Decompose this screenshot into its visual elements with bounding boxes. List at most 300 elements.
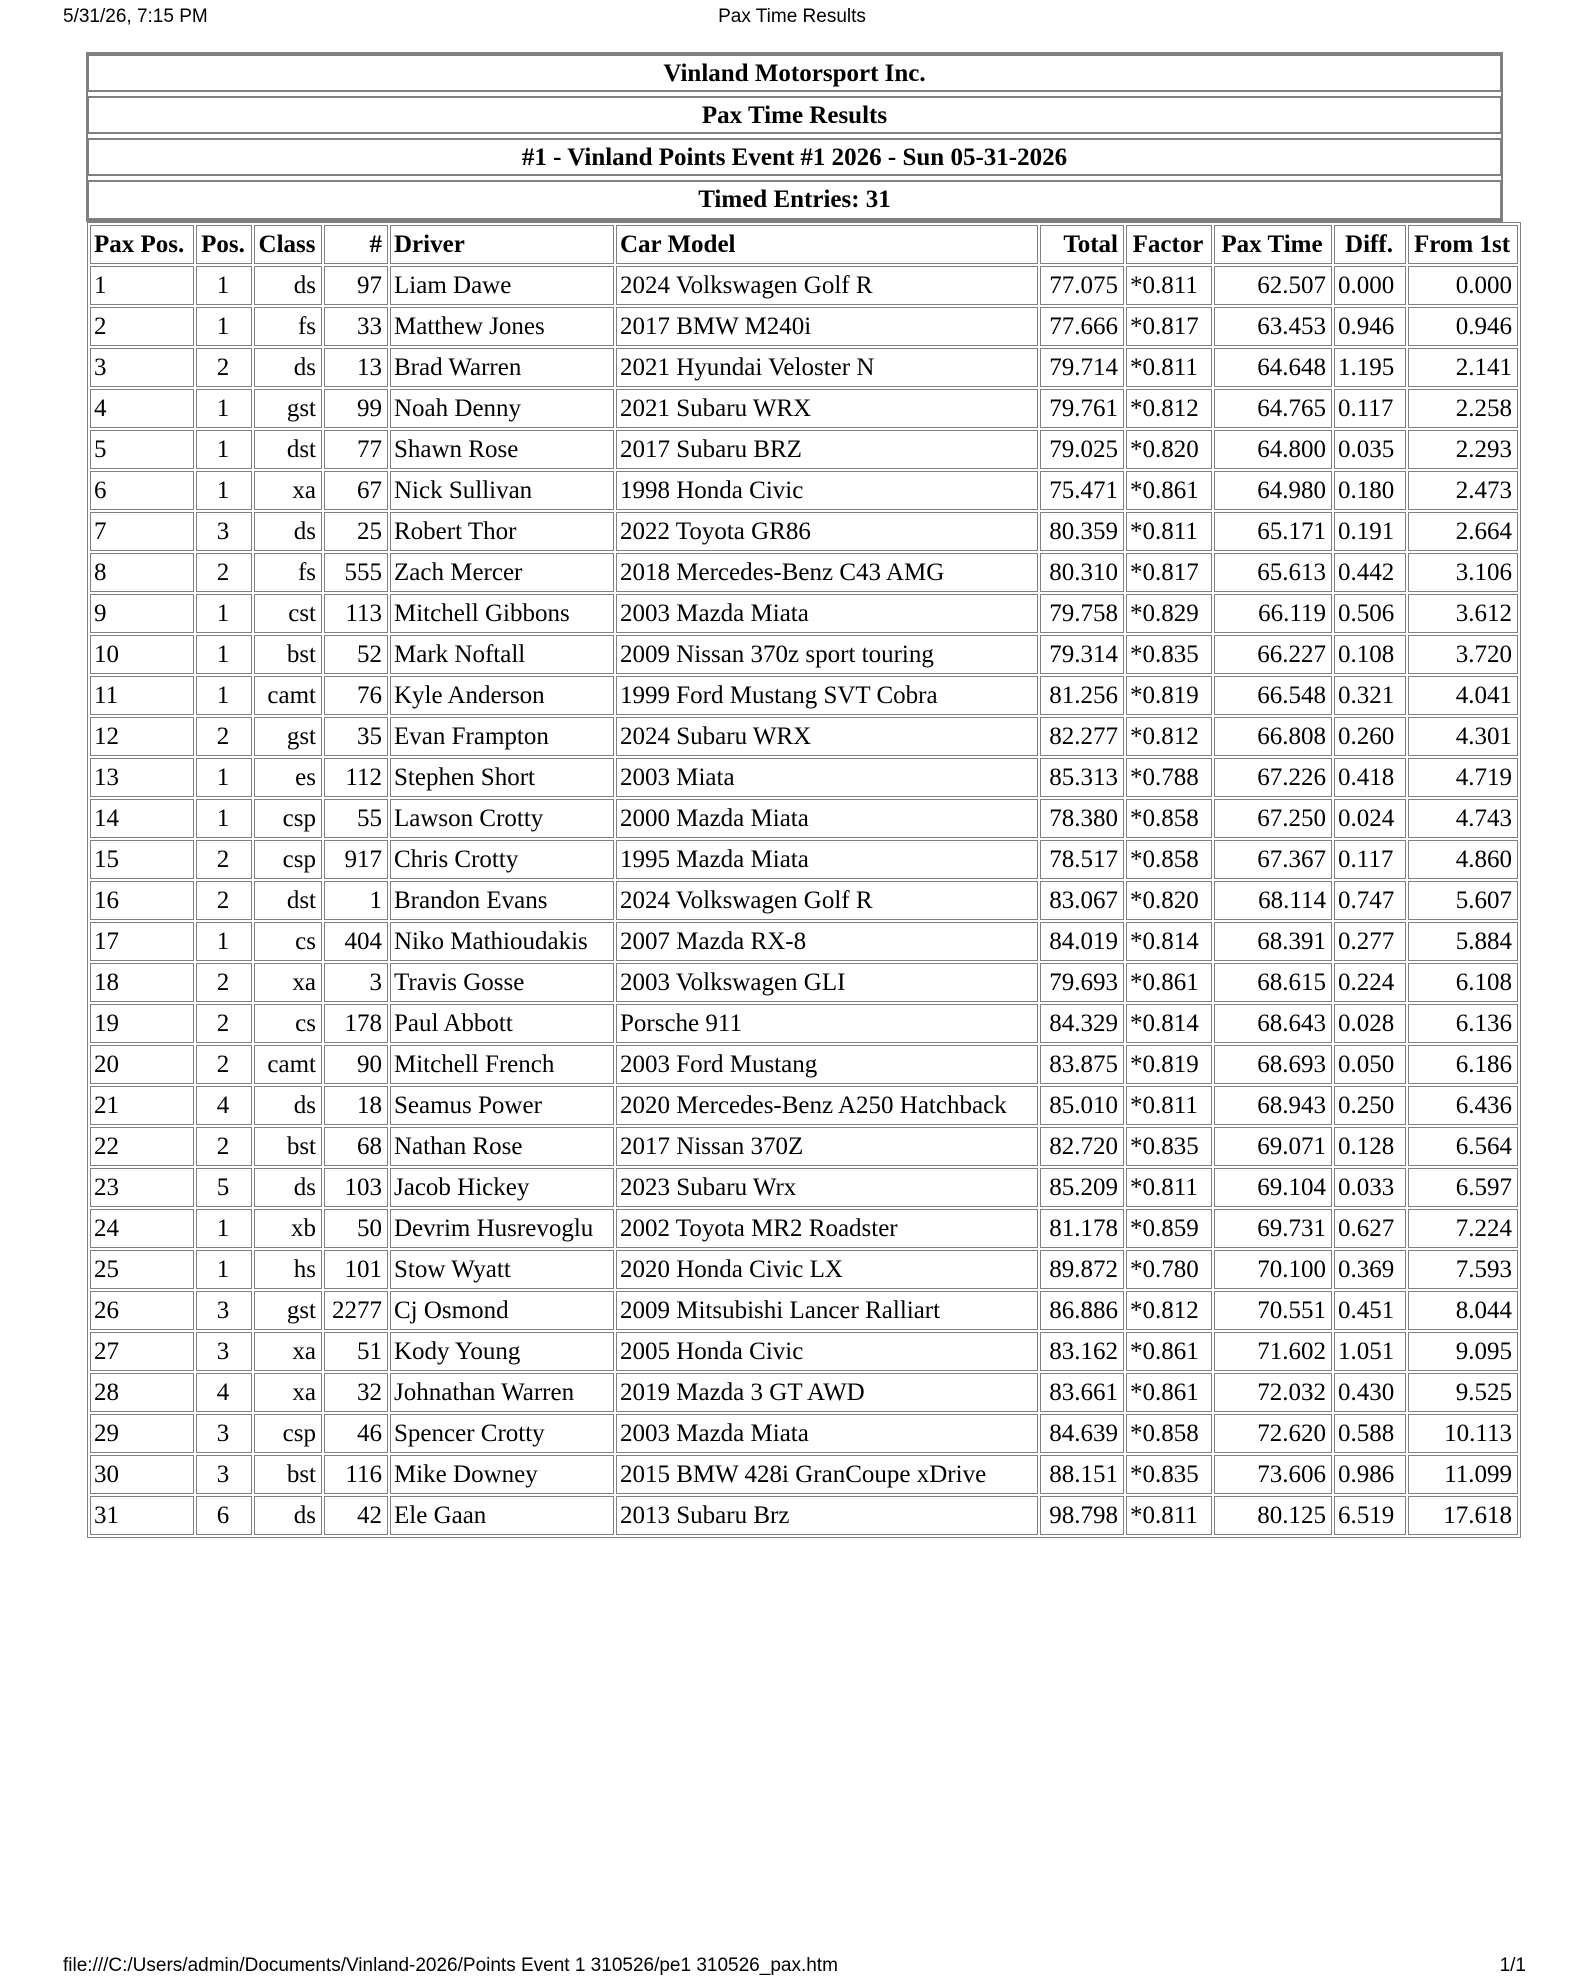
cell-from-first: 4.860 bbox=[1408, 840, 1518, 879]
cell-pax-pos: 30 bbox=[90, 1455, 194, 1494]
cell-total: 80.359 bbox=[1040, 512, 1124, 551]
cell-total: 84.329 bbox=[1040, 1004, 1124, 1043]
timed-entries: Timed Entries: 31 bbox=[87, 180, 1502, 220]
cell-factor: *0.829 bbox=[1126, 594, 1212, 633]
cell-class: bst bbox=[254, 635, 322, 674]
cell-total: 79.314 bbox=[1040, 635, 1124, 674]
cell-factor: *0.812 bbox=[1126, 717, 1212, 756]
cell-diff: 0.180 bbox=[1334, 471, 1406, 510]
organization-name: Vinland Motorsport Inc. bbox=[87, 54, 1502, 92]
cell-pos: 4 bbox=[196, 1086, 252, 1125]
cell-pax-time: 64.765 bbox=[1214, 389, 1332, 428]
cell-factor: *0.817 bbox=[1126, 553, 1212, 592]
table-row bbox=[90, 307, 1518, 346]
cell-from-first: 6.108 bbox=[1408, 963, 1518, 1002]
cell-pax-time: 64.648 bbox=[1214, 348, 1332, 387]
cell-driver: Johnathan Warren bbox=[390, 1373, 614, 1412]
table-row bbox=[90, 389, 1518, 428]
cell-from-first: 3.720 bbox=[1408, 635, 1518, 674]
cell-pos: 2 bbox=[196, 348, 252, 387]
cell-from-first: 6.564 bbox=[1408, 1127, 1518, 1166]
cell-total: 85.010 bbox=[1040, 1086, 1124, 1125]
cell-number: 51 bbox=[324, 1332, 388, 1371]
cell-from-first: 17.618 bbox=[1408, 1496, 1518, 1535]
cell-pax-pos: 28 bbox=[90, 1373, 194, 1412]
cell-pos: 3 bbox=[196, 1414, 252, 1453]
cell-pax-time: 80.125 bbox=[1214, 1496, 1332, 1535]
cell-factor: *0.859 bbox=[1126, 1209, 1212, 1248]
cell-from-first: 0.946 bbox=[1408, 307, 1518, 346]
cell-pax-time: 63.453 bbox=[1214, 307, 1332, 346]
cell-driver: Kody Young bbox=[390, 1332, 614, 1371]
cell-pax-time: 69.104 bbox=[1214, 1168, 1332, 1207]
col-from-first: From 1st bbox=[1408, 225, 1518, 264]
cell-pos: 1 bbox=[196, 594, 252, 633]
cell-diff: 0.946 bbox=[1334, 307, 1406, 346]
cell-diff: 0.430 bbox=[1334, 1373, 1406, 1412]
table-row bbox=[90, 348, 1518, 387]
cell-class: ds bbox=[254, 266, 322, 305]
cell-number: 3 bbox=[324, 963, 388, 1002]
cell-car-model: 2003 Volkswagen GLI bbox=[616, 963, 1038, 1002]
cell-driver: Jacob Hickey bbox=[390, 1168, 614, 1207]
cell-class: ds bbox=[254, 348, 322, 387]
cell-pos: 1 bbox=[196, 471, 252, 510]
cell-number: 13 bbox=[324, 348, 388, 387]
cell-pax-pos: 8 bbox=[90, 553, 194, 592]
cell-car-model: 2003 Miata bbox=[616, 758, 1038, 797]
cell-diff: 0.128 bbox=[1334, 1127, 1406, 1166]
cell-total: 80.310 bbox=[1040, 553, 1124, 592]
cell-number: 555 bbox=[324, 553, 388, 592]
cell-diff: 0.028 bbox=[1334, 1004, 1406, 1043]
cell-from-first: 6.597 bbox=[1408, 1168, 1518, 1207]
cell-car-model: 1998 Honda Civic bbox=[616, 471, 1038, 510]
cell-total: 84.639 bbox=[1040, 1414, 1124, 1453]
cell-number: 68 bbox=[324, 1127, 388, 1166]
cell-number: 46 bbox=[324, 1414, 388, 1453]
table-row bbox=[90, 553, 1518, 592]
cell-car-model: 2024 Subaru WRX bbox=[616, 717, 1038, 756]
print-title: Pax Time Results bbox=[718, 6, 866, 27]
cell-driver: Spencer Crotty bbox=[390, 1414, 614, 1453]
cell-driver: Mike Downey bbox=[390, 1455, 614, 1494]
cell-car-model: 1995 Mazda Miata bbox=[616, 840, 1038, 879]
table-row bbox=[90, 1004, 1518, 1043]
table-row bbox=[90, 963, 1518, 1002]
cell-diff: 0.191 bbox=[1334, 512, 1406, 551]
cell-number: 1 bbox=[324, 881, 388, 920]
cell-pax-time: 70.100 bbox=[1214, 1250, 1332, 1289]
cell-pax-time: 70.551 bbox=[1214, 1291, 1332, 1330]
cell-class: bst bbox=[254, 1455, 322, 1494]
cell-class: fs bbox=[254, 553, 322, 592]
cell-pos: 1 bbox=[196, 799, 252, 838]
table-row bbox=[90, 881, 1518, 920]
file-path: file:///C:/Users/admin/Documents/Vinland-2026/Points Event 1 310526/pe1 310526_pax.htm bbox=[63, 1955, 838, 1976]
cell-from-first: 2.664 bbox=[1408, 512, 1518, 551]
cell-class: ds bbox=[254, 1086, 322, 1125]
table-row bbox=[90, 1086, 1518, 1125]
cell-pax-pos: 2 bbox=[90, 307, 194, 346]
cell-class: cs bbox=[254, 1004, 322, 1043]
cell-pos: 1 bbox=[196, 676, 252, 715]
cell-pos: 3 bbox=[196, 512, 252, 551]
cell-from-first: 2.141 bbox=[1408, 348, 1518, 387]
cell-number: 52 bbox=[324, 635, 388, 674]
cell-total: 77.075 bbox=[1040, 266, 1124, 305]
cell-number: 32 bbox=[324, 1373, 388, 1412]
cell-car-model: 2003 Mazda Miata bbox=[616, 594, 1038, 633]
cell-class: ds bbox=[254, 512, 322, 551]
cell-total: 89.872 bbox=[1040, 1250, 1124, 1289]
cell-pos: 3 bbox=[196, 1291, 252, 1330]
cell-driver: Matthew Jones bbox=[390, 307, 614, 346]
cell-pos: 6 bbox=[196, 1496, 252, 1535]
cell-pax-time: 68.643 bbox=[1214, 1004, 1332, 1043]
cell-total: 85.209 bbox=[1040, 1168, 1124, 1207]
cell-diff: 0.321 bbox=[1334, 676, 1406, 715]
cell-factor: *0.835 bbox=[1126, 1127, 1212, 1166]
table-row bbox=[90, 1332, 1518, 1371]
cell-diff: 0.024 bbox=[1334, 799, 1406, 838]
cell-number: 50 bbox=[324, 1209, 388, 1248]
cell-car-model: 2017 Nissan 370Z bbox=[616, 1127, 1038, 1166]
cell-car-model: 2022 Toyota GR86 bbox=[616, 512, 1038, 551]
cell-factor: *0.814 bbox=[1126, 922, 1212, 961]
cell-pos: 2 bbox=[196, 717, 252, 756]
cell-pax-time: 62.507 bbox=[1214, 266, 1332, 305]
table-row bbox=[90, 676, 1518, 715]
cell-driver: Niko Mathioudakis bbox=[390, 922, 614, 961]
cell-pax-pos: 1 bbox=[90, 266, 194, 305]
cell-factor: *0.817 bbox=[1126, 307, 1212, 346]
cell-driver: Robert Thor bbox=[390, 512, 614, 551]
table-row bbox=[90, 1209, 1518, 1248]
cell-total: 79.758 bbox=[1040, 594, 1124, 633]
cell-diff: 0.033 bbox=[1334, 1168, 1406, 1207]
cell-class: cs bbox=[254, 922, 322, 961]
cell-from-first: 6.136 bbox=[1408, 1004, 1518, 1043]
cell-total: 79.714 bbox=[1040, 348, 1124, 387]
cell-pos: 2 bbox=[196, 1004, 252, 1043]
cell-class: gst bbox=[254, 717, 322, 756]
cell-pax-pos: 29 bbox=[90, 1414, 194, 1453]
cell-pax-pos: 16 bbox=[90, 881, 194, 920]
cell-factor: *0.780 bbox=[1126, 1250, 1212, 1289]
cell-driver: Mitchell French bbox=[390, 1045, 614, 1084]
cell-from-first: 2.473 bbox=[1408, 471, 1518, 510]
cell-from-first: 8.044 bbox=[1408, 1291, 1518, 1330]
table-row bbox=[90, 840, 1518, 879]
cell-car-model: 2018 Mercedes-Benz C43 AMG bbox=[616, 553, 1038, 592]
cell-number: 42 bbox=[324, 1496, 388, 1535]
cell-class: camt bbox=[254, 676, 322, 715]
cell-pax-pos: 11 bbox=[90, 676, 194, 715]
cell-class: gst bbox=[254, 1291, 322, 1330]
col-number: # bbox=[324, 225, 388, 264]
cell-pos: 2 bbox=[196, 1127, 252, 1166]
cell-number: 55 bbox=[324, 799, 388, 838]
cell-total: 79.761 bbox=[1040, 389, 1124, 428]
cell-pax-pos: 20 bbox=[90, 1045, 194, 1084]
cell-class: xa bbox=[254, 963, 322, 1002]
cell-car-model: 2002 Toyota MR2 Roadster bbox=[616, 1209, 1038, 1248]
table-header-row bbox=[90, 225, 1518, 264]
cell-factor: *0.819 bbox=[1126, 1045, 1212, 1084]
cell-car-model: Porsche 911 bbox=[616, 1004, 1038, 1043]
table-row bbox=[90, 1496, 1518, 1535]
cell-from-first: 9.525 bbox=[1408, 1373, 1518, 1412]
cell-class: xb bbox=[254, 1209, 322, 1248]
cell-pax-time: 73.606 bbox=[1214, 1455, 1332, 1494]
cell-car-model: 2009 Nissan 370z sport touring bbox=[616, 635, 1038, 674]
cell-pax-pos: 25 bbox=[90, 1250, 194, 1289]
cell-class: hs bbox=[254, 1250, 322, 1289]
cell-factor: *0.820 bbox=[1126, 430, 1212, 469]
cell-car-model: 2024 Volkswagen Golf R bbox=[616, 881, 1038, 920]
results-table bbox=[87, 222, 1521, 1538]
cell-class: bst bbox=[254, 1127, 322, 1166]
cell-pax-time: 64.800 bbox=[1214, 430, 1332, 469]
cell-from-first: 10.113 bbox=[1408, 1414, 1518, 1453]
page-count: 1/1 bbox=[1499, 1955, 1526, 1976]
cell-pax-time: 69.071 bbox=[1214, 1127, 1332, 1166]
cell-diff: 0.369 bbox=[1334, 1250, 1406, 1289]
cell-car-model: 2024 Volkswagen Golf R bbox=[616, 266, 1038, 305]
col-car-model: Car Model bbox=[616, 225, 1038, 264]
table-row bbox=[90, 635, 1518, 674]
cell-driver: Chris Crotty bbox=[390, 840, 614, 879]
cell-total: 83.875 bbox=[1040, 1045, 1124, 1084]
cell-diff: 6.519 bbox=[1334, 1496, 1406, 1535]
cell-number: 35 bbox=[324, 717, 388, 756]
cell-number: 178 bbox=[324, 1004, 388, 1043]
table-row bbox=[90, 1455, 1518, 1494]
cell-diff: 0.250 bbox=[1334, 1086, 1406, 1125]
cell-from-first: 7.224 bbox=[1408, 1209, 1518, 1248]
col-pax-pos: Pax Pos. bbox=[90, 225, 194, 264]
table-row bbox=[90, 1045, 1518, 1084]
cell-number: 90 bbox=[324, 1045, 388, 1084]
cell-pax-time: 64.980 bbox=[1214, 471, 1332, 510]
cell-pos: 1 bbox=[196, 1209, 252, 1248]
cell-car-model: 2021 Hyundai Veloster N bbox=[616, 348, 1038, 387]
cell-factor: *0.811 bbox=[1126, 1496, 1212, 1535]
cell-car-model: 2003 Ford Mustang bbox=[616, 1045, 1038, 1084]
cell-total: 81.256 bbox=[1040, 676, 1124, 715]
cell-total: 79.025 bbox=[1040, 430, 1124, 469]
cell-pos: 5 bbox=[196, 1168, 252, 1207]
cell-from-first: 0.000 bbox=[1408, 266, 1518, 305]
cell-pax-time: 71.602 bbox=[1214, 1332, 1332, 1371]
cell-from-first: 2.293 bbox=[1408, 430, 1518, 469]
cell-pos: 3 bbox=[196, 1332, 252, 1371]
cell-total: 83.067 bbox=[1040, 881, 1124, 920]
cell-driver: Lawson Crotty bbox=[390, 799, 614, 838]
cell-from-first: 6.436 bbox=[1408, 1086, 1518, 1125]
cell-number: 112 bbox=[324, 758, 388, 797]
cell-total: 86.886 bbox=[1040, 1291, 1124, 1330]
cell-pax-time: 68.615 bbox=[1214, 963, 1332, 1002]
cell-factor: *0.814 bbox=[1126, 1004, 1212, 1043]
print-datetime: 5/31/26, 7:15 PM bbox=[63, 6, 208, 27]
cell-diff: 0.418 bbox=[1334, 758, 1406, 797]
cell-pos: 2 bbox=[196, 840, 252, 879]
cell-pax-pos: 22 bbox=[90, 1127, 194, 1166]
cell-diff: 0.050 bbox=[1334, 1045, 1406, 1084]
cell-pax-pos: 10 bbox=[90, 635, 194, 674]
cell-car-model: 2013 Subaru Brz bbox=[616, 1496, 1038, 1535]
table-row bbox=[90, 594, 1518, 633]
cell-factor: *0.858 bbox=[1126, 1414, 1212, 1453]
cell-pos: 1 bbox=[196, 922, 252, 961]
print-header bbox=[0, 6, 1584, 30]
cell-pax-pos: 6 bbox=[90, 471, 194, 510]
cell-class: es bbox=[254, 758, 322, 797]
cell-factor: *0.835 bbox=[1126, 635, 1212, 674]
cell-car-model: 2019 Mazda 3 GT AWD bbox=[616, 1373, 1038, 1412]
cell-diff: 0.260 bbox=[1334, 717, 1406, 756]
cell-driver: Zach Mercer bbox=[390, 553, 614, 592]
cell-driver: Liam Dawe bbox=[390, 266, 614, 305]
table-row bbox=[90, 430, 1518, 469]
cell-car-model: 2017 Subaru BRZ bbox=[616, 430, 1038, 469]
cell-pos: 1 bbox=[196, 1250, 252, 1289]
cell-number: 103 bbox=[324, 1168, 388, 1207]
cell-pos: 4 bbox=[196, 1373, 252, 1412]
table-row bbox=[90, 1127, 1518, 1166]
cell-from-first: 3.612 bbox=[1408, 594, 1518, 633]
cell-factor: *0.820 bbox=[1126, 881, 1212, 920]
cell-from-first: 2.258 bbox=[1408, 389, 1518, 428]
cell-pos: 2 bbox=[196, 881, 252, 920]
cell-driver: Brad Warren bbox=[390, 348, 614, 387]
cell-factor: *0.812 bbox=[1126, 389, 1212, 428]
cell-number: 25 bbox=[324, 512, 388, 551]
cell-car-model: 2020 Honda Civic LX bbox=[616, 1250, 1038, 1289]
cell-car-model: 2007 Mazda RX-8 bbox=[616, 922, 1038, 961]
cell-from-first: 4.041 bbox=[1408, 676, 1518, 715]
cell-total: 79.693 bbox=[1040, 963, 1124, 1002]
cell-driver: Mitchell Gibbons bbox=[390, 594, 614, 633]
cell-driver: Mark Noftall bbox=[390, 635, 614, 674]
cell-factor: *0.812 bbox=[1126, 1291, 1212, 1330]
cell-factor: *0.858 bbox=[1126, 840, 1212, 879]
cell-pos: 2 bbox=[196, 1045, 252, 1084]
cell-diff: 0.224 bbox=[1334, 963, 1406, 1002]
cell-pos: 1 bbox=[196, 389, 252, 428]
cell-diff: 1.051 bbox=[1334, 1332, 1406, 1371]
cell-pax-pos: 18 bbox=[90, 963, 194, 1002]
cell-driver: Paul Abbott bbox=[390, 1004, 614, 1043]
cell-pax-pos: 31 bbox=[90, 1496, 194, 1535]
table-row bbox=[90, 1414, 1518, 1453]
print-footer bbox=[0, 1955, 1584, 1979]
col-factor: Factor bbox=[1126, 225, 1212, 264]
cell-car-model: 2003 Mazda Miata bbox=[616, 1414, 1038, 1453]
cell-class: ds bbox=[254, 1496, 322, 1535]
cell-pos: 1 bbox=[196, 266, 252, 305]
cell-from-first: 9.095 bbox=[1408, 1332, 1518, 1371]
cell-factor: *0.861 bbox=[1126, 963, 1212, 1002]
cell-total: 82.720 bbox=[1040, 1127, 1124, 1166]
cell-factor: *0.858 bbox=[1126, 799, 1212, 838]
cell-car-model: 2021 Subaru WRX bbox=[616, 389, 1038, 428]
results-body bbox=[90, 266, 1518, 1535]
col-diff: Diff. bbox=[1334, 225, 1406, 264]
cell-diff: 0.747 bbox=[1334, 881, 1406, 920]
cell-number: 33 bbox=[324, 307, 388, 346]
cell-pos: 1 bbox=[196, 635, 252, 674]
cell-number: 116 bbox=[324, 1455, 388, 1494]
cell-car-model: 2015 BMW 428i GranCoupe xDrive bbox=[616, 1455, 1038, 1494]
cell-total: 77.666 bbox=[1040, 307, 1124, 346]
cell-total: 82.277 bbox=[1040, 717, 1124, 756]
cell-pax-pos: 21 bbox=[90, 1086, 194, 1125]
cell-car-model: 2023 Subaru Wrx bbox=[616, 1168, 1038, 1207]
cell-pax-time: 66.808 bbox=[1214, 717, 1332, 756]
cell-driver: Ele Gaan bbox=[390, 1496, 614, 1535]
cell-driver: Nick Sullivan bbox=[390, 471, 614, 510]
cell-factor: *0.835 bbox=[1126, 1455, 1212, 1494]
cell-driver: Noah Denny bbox=[390, 389, 614, 428]
cell-total: 78.380 bbox=[1040, 799, 1124, 838]
cell-class: xa bbox=[254, 1373, 322, 1412]
cell-pax-time: 72.032 bbox=[1214, 1373, 1332, 1412]
cell-diff: 0.506 bbox=[1334, 594, 1406, 633]
event-title: #1 - Vinland Points Event #1 2026 - Sun 05-31-2026 bbox=[87, 138, 1502, 176]
cell-class: camt bbox=[254, 1045, 322, 1084]
cell-class: csp bbox=[254, 799, 322, 838]
cell-pax-time: 69.731 bbox=[1214, 1209, 1332, 1248]
cell-pax-pos: 13 bbox=[90, 758, 194, 797]
cell-from-first: 4.301 bbox=[1408, 717, 1518, 756]
cell-car-model: 2000 Mazda Miata bbox=[616, 799, 1038, 838]
cell-pos: 2 bbox=[196, 963, 252, 1002]
cell-diff: 0.627 bbox=[1334, 1209, 1406, 1248]
cell-factor: *0.811 bbox=[1126, 1168, 1212, 1207]
cell-pax-time: 68.943 bbox=[1214, 1086, 1332, 1125]
cell-diff: 0.986 bbox=[1334, 1455, 1406, 1494]
col-pos: Pos. bbox=[196, 225, 252, 264]
cell-class: xa bbox=[254, 471, 322, 510]
col-total: Total bbox=[1040, 225, 1124, 264]
cell-class: dst bbox=[254, 881, 322, 920]
cell-pax-pos: 14 bbox=[90, 799, 194, 838]
cell-pax-time: 67.367 bbox=[1214, 840, 1332, 879]
cell-pax-pos: 19 bbox=[90, 1004, 194, 1043]
cell-number: 113 bbox=[324, 594, 388, 633]
cell-driver: Stephen Short bbox=[390, 758, 614, 797]
cell-from-first: 11.099 bbox=[1408, 1455, 1518, 1494]
cell-total: 75.471 bbox=[1040, 471, 1124, 510]
cell-driver: Brandon Evans bbox=[390, 881, 614, 920]
cell-from-first: 4.743 bbox=[1408, 799, 1518, 838]
cell-pax-time: 68.693 bbox=[1214, 1045, 1332, 1084]
table-row bbox=[90, 922, 1518, 961]
report-title: Pax Time Results bbox=[87, 96, 1502, 134]
cell-factor: *0.819 bbox=[1126, 676, 1212, 715]
cell-class: fs bbox=[254, 307, 322, 346]
cell-factor: *0.861 bbox=[1126, 1332, 1212, 1371]
cell-driver: Cj Osmond bbox=[390, 1291, 614, 1330]
table-row bbox=[90, 1291, 1518, 1330]
table-row bbox=[90, 266, 1518, 305]
cell-total: 81.178 bbox=[1040, 1209, 1124, 1248]
cell-car-model: 2005 Honda Civic bbox=[616, 1332, 1038, 1371]
cell-from-first: 6.186 bbox=[1408, 1045, 1518, 1084]
